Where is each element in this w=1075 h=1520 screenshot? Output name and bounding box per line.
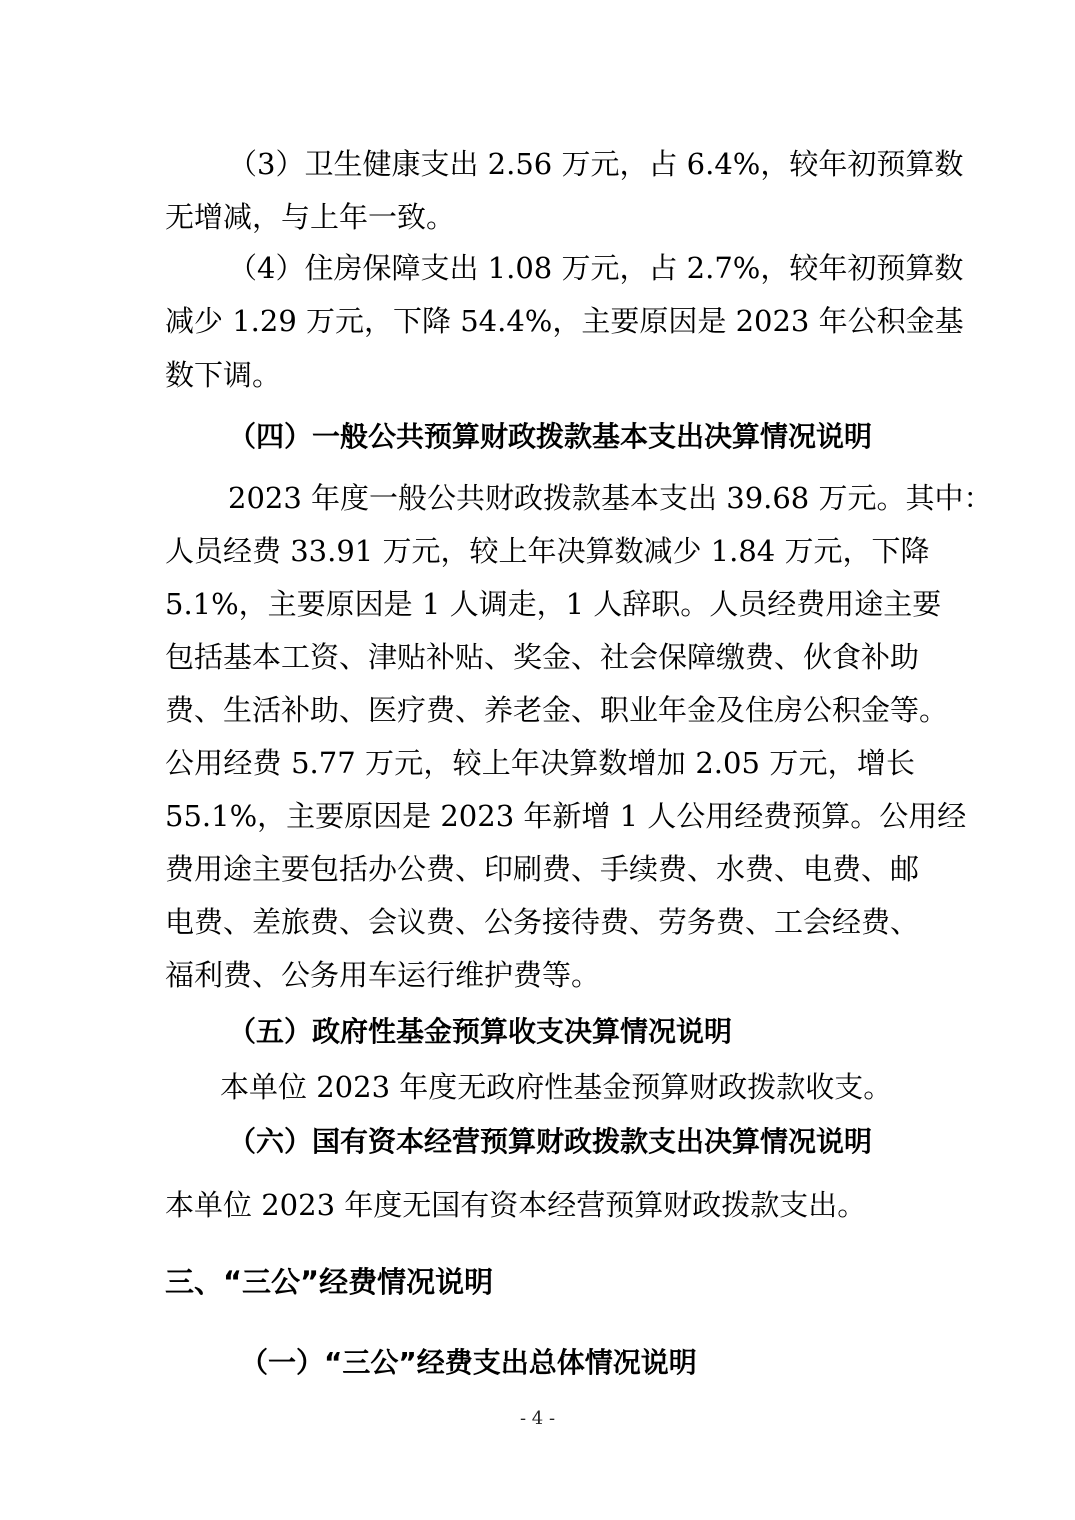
section6-text: 本单位 2023 年度无国有资本经营预算财政拨款支出。 <box>165 1188 867 1222</box>
paragraph-housing-line1: （4）住房保障支出 1.08 万元，占 2.7%，较年初预算数 <box>228 251 964 285</box>
paragraph-health-line1: （3）卫生健康支出 2.56 万元，占 6.4%，较年初预算数 <box>228 147 964 181</box>
section4-line: 55.1%，主要原因是 2023 年新增 1 人公用经费预算。公用经 <box>165 799 967 833</box>
section4-line: 包括基本工资、津贴补贴、奖金、社会保障缴费、伙食补助 <box>165 640 920 674</box>
section4-line: 5.1%，主要原因是 1 人调走，1 人辞职。人员经费用途主要 <box>165 587 942 621</box>
paragraph-housing-line2: 减少 1.29 万元，下降 54.4%，主要原因是 2023 年公积金基 <box>165 304 964 338</box>
section4-line: 福利费、公务用车运行维护费等。 <box>165 958 601 992</box>
paragraph-health-line2: 无增减，与上年一致。 <box>165 200 456 234</box>
section4-line: 人员经费 33.91 万元，较上年决算数减少 1.84 万元，下降 <box>165 534 930 568</box>
section4-line: 2023 年度一般公共财政拨款基本支出 39.68 万元。其中： <box>228 481 993 515</box>
part3-heading: 三、“三公”经费情况说明 <box>165 1265 494 1299</box>
paragraph-housing-line3: 数下调。 <box>165 358 282 392</box>
section4-line: 费用途主要包括办公费、印刷费、手续费、水费、电费、邮 <box>165 852 920 886</box>
section4-heading: （四）一般公共预算财政拨款基本支出决算情况说明 <box>228 420 873 453</box>
section5-text: 本单位 2023 年度无政府性基金预算财政拨款收支。 <box>220 1070 893 1104</box>
section4-line: 电费、差旅费、会议费、公务接待费、劳务费、工会经费、 <box>165 905 920 939</box>
section4-line: 公用经费 5.77 万元，较上年决算数增加 2.05 万元，增长 <box>165 746 915 780</box>
section5-heading: （五）政府性基金预算收支决算情况说明 <box>228 1015 733 1048</box>
section4-line: 费、生活补助、医疗费、养老金、职业年金及住房公积金等。 <box>165 693 949 727</box>
section6-heading: （六）国有资本经营预算财政拨款支出决算情况说明 <box>228 1125 873 1158</box>
page-number: - 4 - <box>519 1408 556 1429</box>
part3-sub1-heading: （一）“三公”经费支出总体情况说明 <box>240 1346 697 1379</box>
